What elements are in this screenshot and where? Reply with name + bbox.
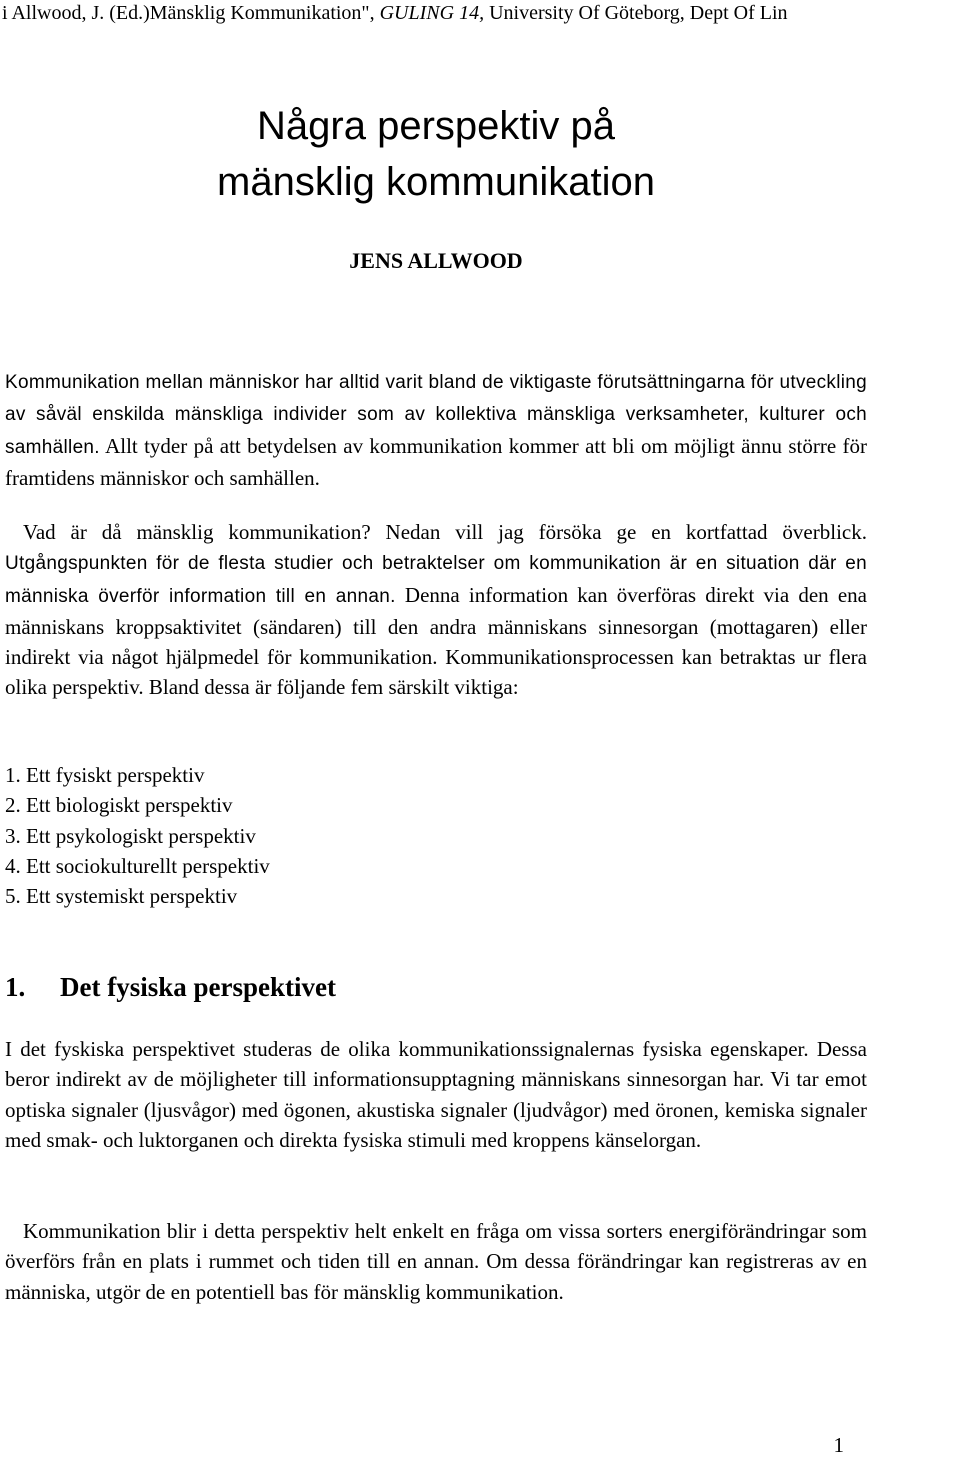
section-paragraph-1: I det fyskiska perspektivet studeras de olika kommunikationssignalernas fysiska egenskaper. Dessa beror indirekt av de möjligheter till informationsupptagning människans sinnesorgan har. Vi tar emot optiska signaler (ljusvågor) med ögonen, akustiska signaler (ljudvågor) med öronen, kemiska signaler med smak- och luktorganen och direkta fysiska stimuli med kroppens känselorgan. bbox=[5, 1037, 867, 1152]
overview-statement: Nedan vill jag försöka ge en kortfattad överblick. bbox=[370, 520, 867, 544]
list-item: 2. Ett biologiskt perspektiv bbox=[5, 793, 233, 818]
header-series: GULING 14, bbox=[379, 2, 485, 24]
perspective-list bbox=[5, 760, 270, 911]
title-line-2: mänsklig kommunikation bbox=[217, 160, 655, 204]
list-item: 4. Ett sociokulturellt perspektiv bbox=[5, 853, 270, 878]
overview-situation: Utgångspunkten för de flesta studier och betraktelser om kommunikation är en situation där en människa överför information till en annan. bbox=[5, 553, 867, 607]
list-item: 3. Ett psykologiskt perspektiv bbox=[5, 823, 256, 848]
list-item: 1. Ett fysiskt perspektiv bbox=[5, 763, 205, 787]
section-title: Det fysiska perspektivet bbox=[60, 972, 336, 1002]
section-paragraph-2: Kommunikation blir i detta perspektiv helt enkelt en fråga om vissa sorters energiförändringar som överförs från en plats i rummet och tiden till en annan. Om dessa förändringar kan registreras av en människa, utgör de en potentiell bas för mänsklig kommunikation. bbox=[5, 1219, 867, 1304]
overview-question: Vad är då mänsklig kommunikation? bbox=[23, 520, 371, 544]
intro-text-serif: Allt tyder på att betydelsen av kommunikation kommer att bli om möjligt ännu större för framtidens människor och samhällen. bbox=[5, 433, 867, 490]
overview-transfer: Denna information kan överföras direkt via den ena människans kroppsaktivitet (sändaren) till den andra människans sinnesorgan (mottagaren) eller indirekt via något hjälpmedel för kommunikation. Kommunikationsprocessen kan betraktas ur flera olika perspektiv. Bland dessa är följande fem särskilt viktiga: bbox=[5, 582, 868, 700]
overview-paragraph bbox=[5, 517, 867, 703]
intro-paragraph bbox=[5, 366, 867, 493]
section-heading bbox=[5, 969, 336, 1005]
page-number: 1 bbox=[833, 1433, 844, 1457]
header-citation: i Allwood, J. (Ed.)Mänsklig Kommunikation", bbox=[2, 2, 380, 24]
header-institution: University Of Göteborg, Dept Of Lin bbox=[484, 2, 788, 24]
page-title bbox=[0, 98, 872, 210]
title-line-1: Några perspektiv på bbox=[257, 104, 615, 148]
list-item: 5. Ett systemiskt perspektiv bbox=[5, 884, 238, 909]
intro-text-sans: Kommunikation mellan människor har alltid varit bland de viktigaste förutsättningarna för utveckling av såväl enskilda mänskliga individer som av kollektiva mänskliga verksamheter, kulturer och samhällen. bbox=[5, 372, 867, 458]
running-header bbox=[2, 0, 788, 26]
author-name: JENS ALLWOOD bbox=[349, 248, 523, 273]
section-number: 1. bbox=[5, 972, 26, 1002]
